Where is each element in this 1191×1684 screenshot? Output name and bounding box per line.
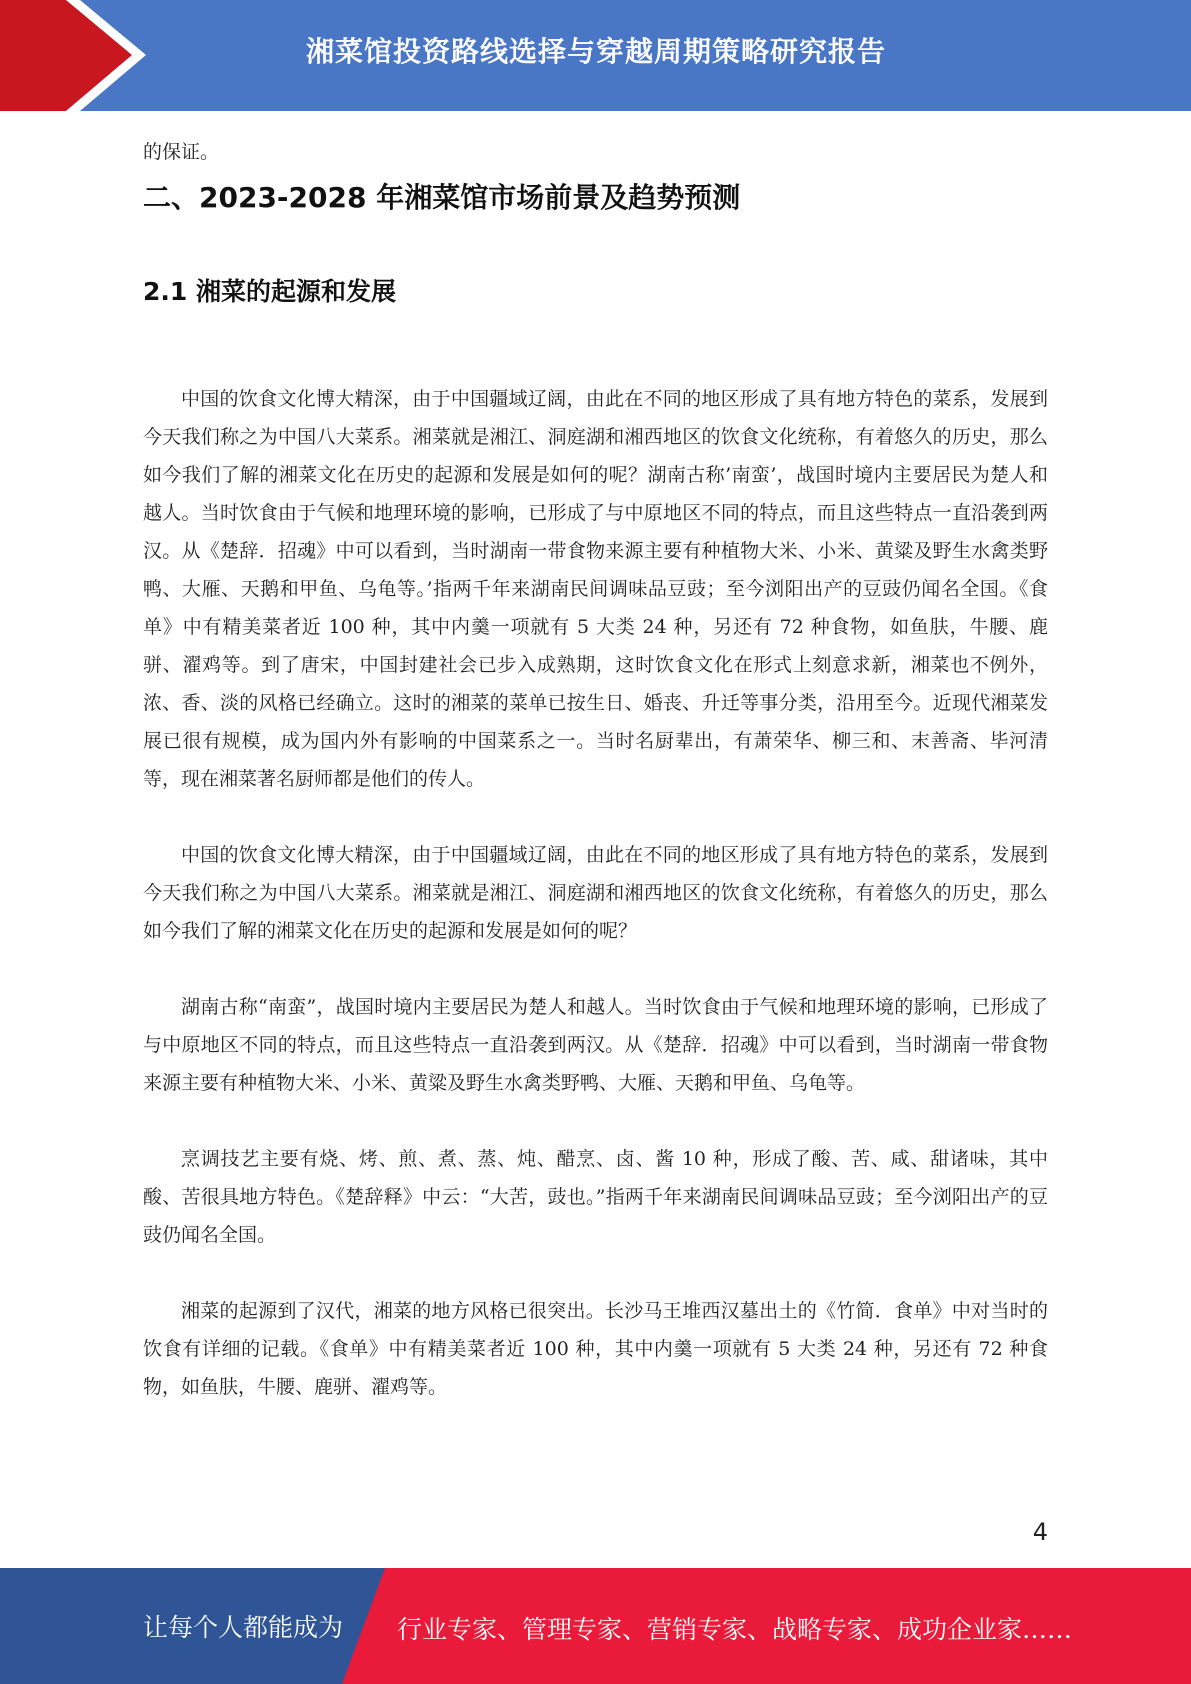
page-number: 4	[1032, 1518, 1048, 1546]
paragraph: 湖南古称“南蛮”，战国时境内主要居民为楚人和越人。当时饮食由于气候和地理环境的影响，已形成了与中原地区不同的特点，而且这些特点一直沿袭到两汉。从《楚辞．招魂》中可以看到，当时湖南一带食物来源主要有种植物大米、小米、黄粱及野生水禽类野鸭、大雁、天鹅和甲鱼、乌龟等。	[143, 996, 1048, 1094]
header-chevron-graphic	[0, 0, 160, 111]
section-heading: 二、2023-2028 年湘菜馆市场前景及趋势预测	[143, 181, 741, 214]
footer-slogan-right: 行业专家、管理专家、营销专家、战略专家、成功企业家……	[397, 1615, 1073, 1644]
page-header	[0, 0, 1191, 111]
paragraph: 湘菜的起源到了汉代，湘菜的地方风格已很突出。长沙马王堆西汉墓出土的《竹简．食单》中对当时的饮食有详细的记载。《食单》中有精美菜者近 100 种，其中内羹一项就有 5 大类 24 种，另还有 72 种食物，如鱼肤，牛腰、鹿骈、濯鸡等。	[143, 1300, 1048, 1398]
paragraph: 烹调技艺主要有烧、烤、煎、煮、蒸、炖、醋烹、卤、酱 10 种，形成了酸、苦、咸、甜诸味，其中酸、苦很具地方特色。《楚辞释》中云：“大苦，豉也。”指两千年来湖南民间调味品豆豉；至今浏阳出产的豆豉仍闻名全国。	[143, 1148, 1048, 1246]
report-title: 湘菜馆投资路线选择与穿越周期策略研究报告	[306, 35, 887, 68]
footer-slogan-left: 让每个人都能成为	[143, 1613, 344, 1642]
page-footer	[0, 1568, 1191, 1684]
paragraph: 中国的饮食文化博大精深，由于中国疆域辽阔，由此在不同的地区形成了具有地方特色的菜系，发展到今天我们称之为中国八大菜系。湘菜就是湘江、洞庭湖和湘西地区的饮食文化统称，有着悠久的历史，那么如今我们了解的湘菜文化在历史的起源和发展是如何的呢？湖南古称’南蛮’，战国时境内主要居民为楚人和越人。当时饮食由于气候和地理环境的影响，已形成了与中原地区不同的特点，而且这些特点一直沿袭到两汉。从《楚辞．招魂》中可以看到，当时湖南一带食物来源主要有种植物大米、小米、黄粱及野生水禽类野鸭、大雁、天鹅和甲鱼、乌龟等。’指两千年来湖南民间调味品豆豉；至今浏阳出产的豆豉仍闻名全国。《食单》中有精美菜者近 100 种，其中内羹一项就有 5 大类 24 种，另还有 72 种食物，如鱼肤，牛腰、鹿骈、濯鸡等。到了唐宋，中国封建社会已步入成熟期，这时饮食文化在形式上刻意求新，湘菜也不例外，浓、香、淡的风格已经确立。这时的湘菜的菜单已按生日、婚丧、升迁等事分类，沿用至今。近现代湘菜发展已很有规模，成为国内外有影响的中国菜系之一。当时名厨辈出，有萧荣华、柳三和、末善斋、毕河清等，现在湘菜著名厨师都是他们的传人。	[143, 388, 1048, 790]
document-body	[143, 136, 1048, 1406]
paragraph: 中国的饮食文化博大精深，由于中国疆域辽阔，由此在不同的地区形成了具有地方特色的菜系，发展到今天我们称之为中国八大菜系。湘菜就是湘江、洞庭湖和湘西地区的饮食文化统称，有着悠久的历史，那么如今我们了解的湘菜文化在历史的起源和发展是如何的呢？	[143, 844, 1048, 942]
subsection-heading: 2.1 湘菜的起源和发展	[143, 277, 396, 306]
continued-text: 的保证。	[143, 141, 220, 163]
header-chevron-red	[0, 0, 132, 111]
